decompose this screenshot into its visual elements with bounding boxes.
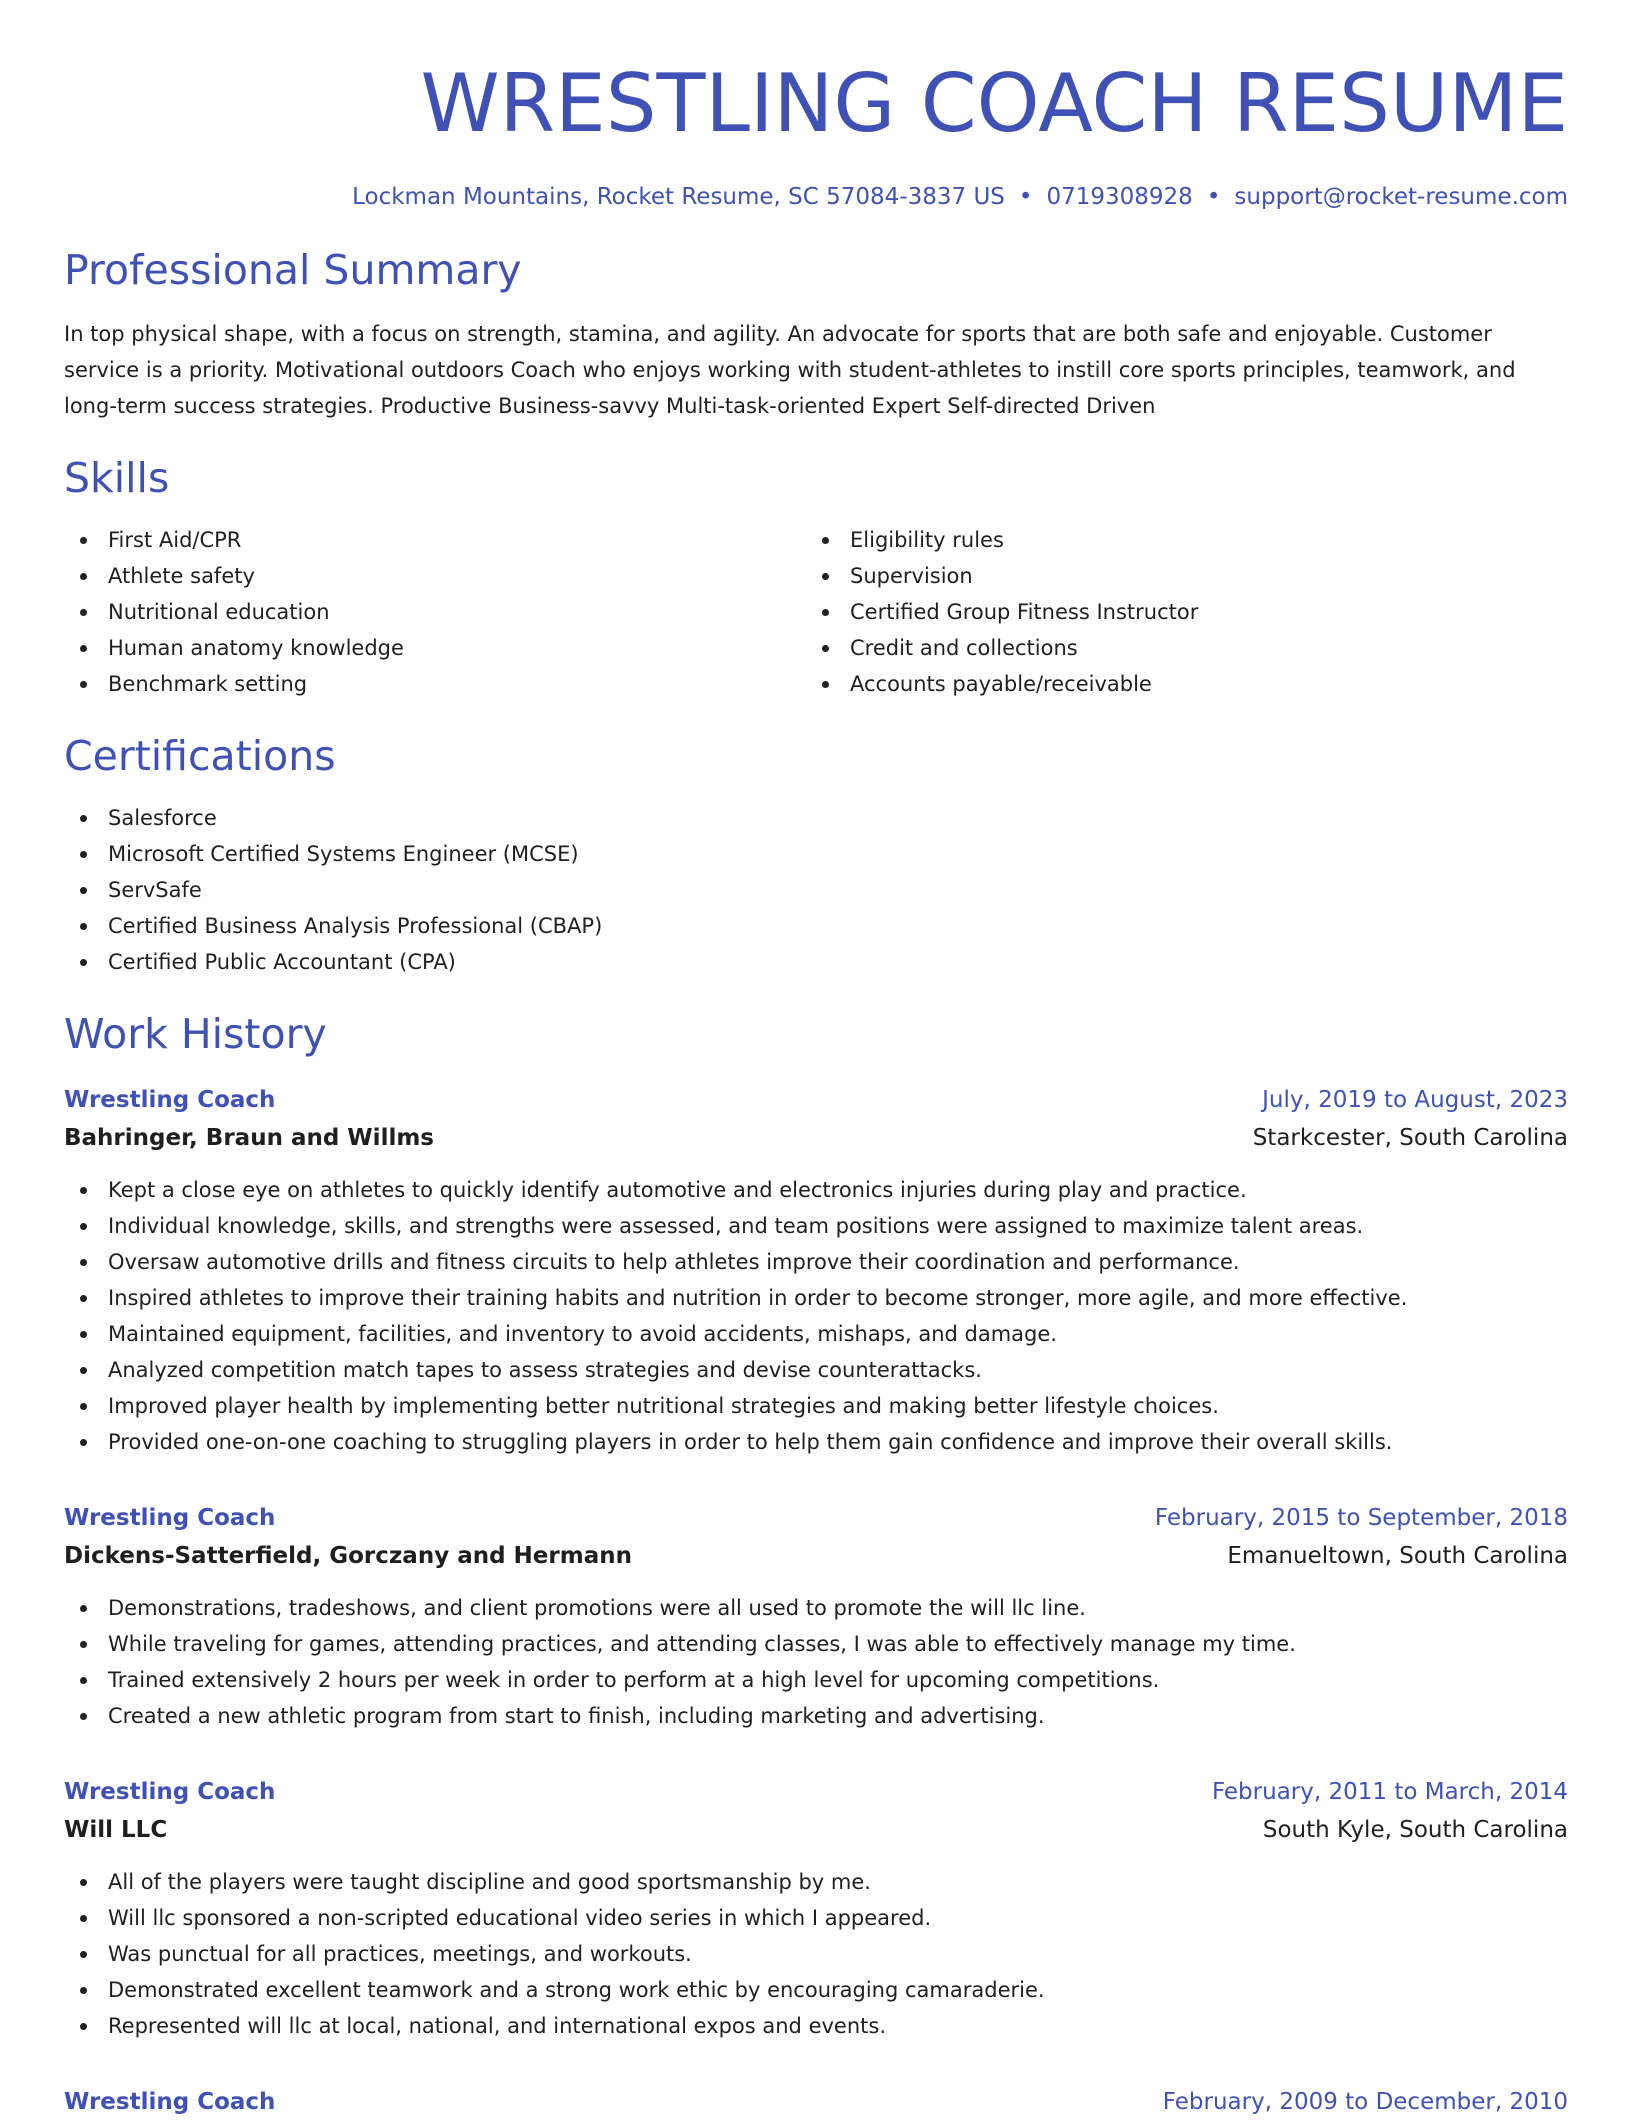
job-dates: February, 2011 to March, 2014 [1211, 1779, 1568, 1805]
job-duties-list [64, 1864, 1568, 2044]
summary-heading: Professional Summary [64, 246, 522, 294]
job-company-row [64, 1810, 1568, 1850]
job-header-row [64, 2084, 1568, 2120]
skill-item: Nutritional education [64, 594, 806, 630]
job-company: Bahringer, Braun and Willms [64, 1125, 434, 1151]
job-duty-item: Kept a close eye on athletes to quickly identify automotive and electronics injuries during play and practice. [64, 1172, 1568, 1208]
certification-item: Microsoft Certified Systems Engineer (MCSE) [64, 836, 1568, 872]
job-duty-item: Oversaw automotive drills and fitness circuits to help athletes improve their coordination and performance. [64, 1244, 1568, 1280]
contact-phone: 0719308928 [1046, 184, 1193, 210]
job-duty-item: Maintained equipment, facilities, and inventory to avoid accidents, mishaps, and damage. [64, 1316, 1568, 1352]
job-duty-item: Represented will llc at local, national, and international expos and events. [64, 2008, 1568, 2044]
work-history-heading: Work History [64, 1010, 327, 1058]
job-duty-item: Demonstrations, tradeshows, and client promotions were all used to promote the will llc line. [64, 1590, 1568, 1626]
certification-item: Salesforce [64, 800, 1568, 836]
certifications-list [64, 800, 1568, 980]
job-duty-item: Provided one-on-one coaching to struggling players in order to help them gain confidence and improve their overall skills. [64, 1424, 1568, 1460]
skill-item: Accounts payable/receivable [806, 666, 1548, 702]
contact-separator: • [1018, 184, 1033, 210]
job-company: Will LLC [64, 1817, 168, 1843]
contact-line [64, 180, 1568, 214]
skill-item: Athlete safety [64, 558, 806, 594]
certification-item: Certified Public Accountant (CPA) [64, 944, 1568, 980]
skill-item: Supervision [806, 558, 1548, 594]
job-title: Wrestling Coach [64, 1087, 276, 1113]
job-company-row [64, 1536, 1568, 1576]
job-dates: February, 2015 to September, 2018 [1154, 1505, 1568, 1531]
resume-page [64, 0, 1568, 2120]
contact-email: support@rocket-resume.com [1234, 184, 1568, 210]
skill-item: Human anatomy knowledge [64, 630, 806, 666]
job-company-row [64, 1118, 1568, 1158]
job-entry [64, 1082, 1568, 1460]
job-location: Emanueltown, South Carolina [1227, 1543, 1568, 1569]
job-duty-item: Trained extensively 2 hours per week in order to perform at a high level for upcoming competitions. [64, 1662, 1568, 1698]
job-company: Dickens-Satterfield, Gorczany and Hermann [64, 1543, 632, 1569]
job-dates: February, 2009 to December, 2010 [1162, 2089, 1568, 2115]
job-title: Wrestling Coach [64, 2089, 276, 2115]
job-dates: July, 2019 to August, 2023 [1262, 1087, 1568, 1113]
contact-address: Lockman Mountains, Rocket Resume, SC 57084-3837 US [352, 184, 1005, 210]
skills-grid [64, 522, 1568, 702]
summary-text: In top physical shape, with a focus on strength, stamina, and agility. An advocate for sports that are both safe and enjoyable. Customer service is a priority. Motivational outdoors Coach who enjoys working with student-athletes to instill core sports principles, teamwork, and long-term success strategies. Productive Business-savvy Multi-task-oriented Expert Self-directed Driven [64, 322, 1516, 418]
certification-item: ServSafe [64, 872, 1568, 908]
job-duty-item: Was punctual for all practices, meetings, and workouts. [64, 1936, 1568, 1972]
skills-column-right [806, 522, 1548, 702]
job-header-row [64, 1774, 1568, 1810]
skill-item: First Aid/CPR [64, 522, 806, 558]
job-duty-item: Individual knowledge, skills, and strengths were assessed, and team positions were assigned to maximize talent areas. [64, 1208, 1568, 1244]
job-entry [64, 1774, 1568, 2044]
certifications-heading: Certifications [64, 732, 336, 780]
contact-separator: • [1206, 184, 1221, 210]
job-duty-item: Improved player health by implementing better nutritional strategies and making better lifestyle choices. [64, 1388, 1568, 1424]
job-entry [64, 1500, 1568, 1734]
job-duty-item: Will llc sponsored a non-scripted educational video series in which I appeared. [64, 1900, 1568, 1936]
job-title: Wrestling Coach [64, 1779, 276, 1805]
job-entry [64, 2084, 1568, 2120]
job-duties-list [64, 1172, 1568, 1460]
job-location: Starkcester, South Carolina [1252, 1125, 1568, 1151]
job-location: South Kyle, South Carolina [1262, 1817, 1568, 1843]
job-duty-item: Analyzed competition match tapes to assess strategies and devise counterattacks. [64, 1352, 1568, 1388]
skills-column-left [64, 522, 806, 702]
job-title: Wrestling Coach [64, 1505, 276, 1531]
job-header-row [64, 1500, 1568, 1536]
job-duty-item: All of the players were taught discipline and good sportsmanship by me. [64, 1864, 1568, 1900]
skill-item: Eligibility rules [806, 522, 1548, 558]
job-header-row [64, 1082, 1568, 1118]
skills-heading: Skills [64, 454, 170, 502]
skill-item: Credit and collections [806, 630, 1548, 666]
skill-item: Benchmark setting [64, 666, 806, 702]
job-duty-item: While traveling for games, attending practices, and attending classes, I was able to effectively manage my time. [64, 1626, 1568, 1662]
job-duties-list [64, 1590, 1568, 1734]
skill-item: Certified Group Fitness Instructor [806, 594, 1548, 630]
resume-title: WRESTLING COACH RESUME [420, 57, 1568, 150]
certification-item: Certified Business Analysis Professional (CBAP) [64, 908, 1568, 944]
job-duty-item: Inspired athletes to improve their training habits and nutrition in order to become stronger, more agile, and more effective. [64, 1280, 1568, 1316]
job-duty-item: Demonstrated excellent teamwork and a strong work ethic by encouraging camaraderie. [64, 1972, 1568, 2008]
job-duty-item: Created a new athletic program from start to finish, including marketing and advertising. [64, 1698, 1568, 1734]
